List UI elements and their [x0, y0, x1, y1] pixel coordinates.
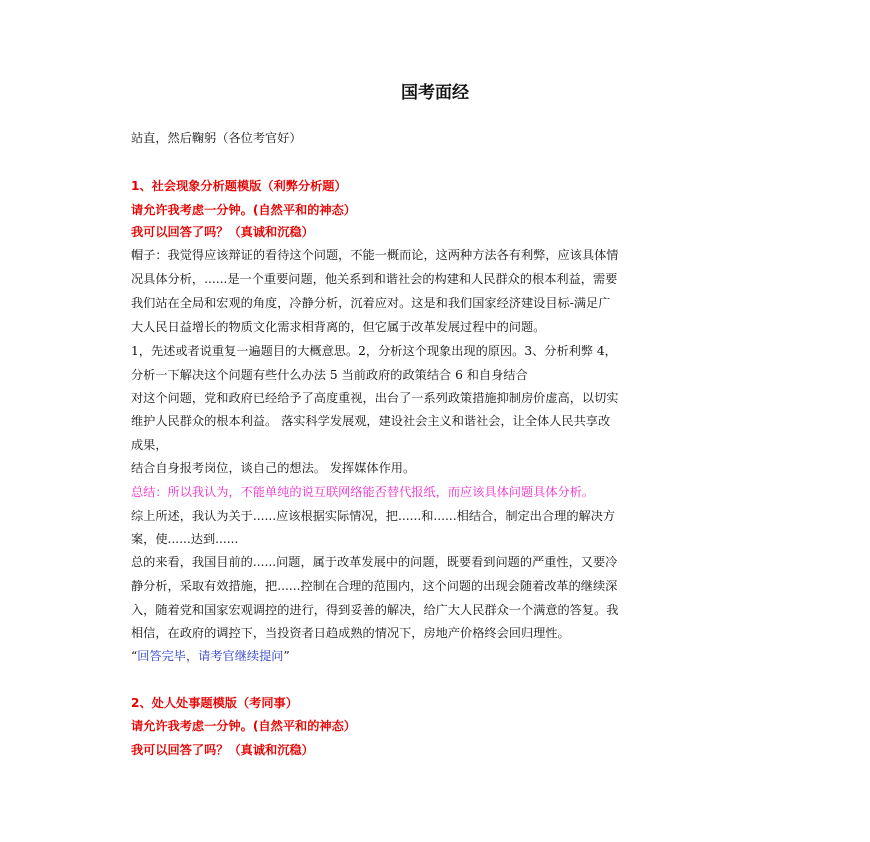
body-line: 我们站在全局和宏观的角度，冷静分析，沉着应对。这是和我们国家经济建设目标-满足广: [131, 296, 611, 310]
closing-line: [131, 648, 290, 664]
closing-text: 回答完毕，请考官继续提问: [137, 649, 284, 663]
document-title: 国考面经: [401, 83, 469, 103]
body-line: 维护人民群众的根本利益。 落实科学发展观，建设社会主义和谐社会，让全体人民共享改: [131, 414, 611, 428]
closing-quote-open: “: [131, 649, 138, 663]
body-line: 成果，: [131, 438, 168, 452]
body-line: 相信，在政府的调控下，当投资者日趋成熟的情况下，房地产价格终会回归理性。: [131, 626, 570, 640]
body-line: 案，使......达到......: [131, 532, 239, 546]
body-line: 静分析，采取有效措施，把......控制在合理的范围内，这个问题的出现会随着改革的继续深: [131, 579, 618, 593]
section1-ask: 我可以回答了吗？（真诚和沉稳）: [131, 225, 314, 239]
body-line: 1，先述或者说重复一遍题目的大概意思。2，分析这个现象出现的原因。3、分析利弊 4，: [131, 344, 617, 358]
body-line: 况具体分析，......是一个重要问题，他关系到和谐社会的构建和人民群众的根本利益，需要: [131, 272, 618, 286]
body-line: 帽子：我觉得应该辩证的看待这个问题，不能一概而论，这两种方法各有利弊，应该具体情: [131, 248, 619, 262]
section2-heading: 2、处人处事题模版（考同事）: [131, 696, 298, 710]
body-line: 综上所述，我认为关于......应该根据实际情况，把......和......相结合，制定出合理的解决方: [131, 509, 616, 523]
intro-text: 站直，然后鞠躬（各位考官好）: [131, 131, 302, 145]
section1-request: 请允许我考虑一分钟。(自然平和的神态）: [131, 203, 356, 217]
body-line: 分析一下解决这个问题有些什么办法 5 当前政府的政策结合 6 和自身结合: [131, 368, 528, 382]
section1-heading: 1、社会现象分析题模版（利弊分析题）: [131, 179, 347, 193]
body-line: 大人民日益增长的物质文化需求相背离的，但它属于改革发展过程中的问题。: [131, 320, 546, 334]
section2-request: 请允许我考虑一分钟。(自然平和的神态）: [131, 719, 356, 733]
closing-quote-close: ”: [283, 649, 290, 663]
body-line: 对这个问题，党和政府已经给予了高度重视，出台了一系列政策措施抑制房价虚高，以切实: [131, 391, 619, 405]
body-line: 入，随着党和国家宏观调控的进行，得到妥善的解决，给广大人民群众一个满意的答复。我: [131, 603, 619, 617]
body-line: 结合自身报考岗位，谈自己的想法。 发挥媒体作用。: [131, 461, 416, 475]
summary-text: 总结：所以我认为，不能单纯的说互联网络能否替代报纸，而应该具体问题具体分析。: [131, 485, 595, 499]
section2-ask: 我可以回答了吗？（真诚和沉稳）: [131, 743, 314, 757]
body-line: 总的来看，我国目前的......问题，属于改革发展中的问题，既要看到问题的严重性，又要冷: [131, 555, 618, 569]
